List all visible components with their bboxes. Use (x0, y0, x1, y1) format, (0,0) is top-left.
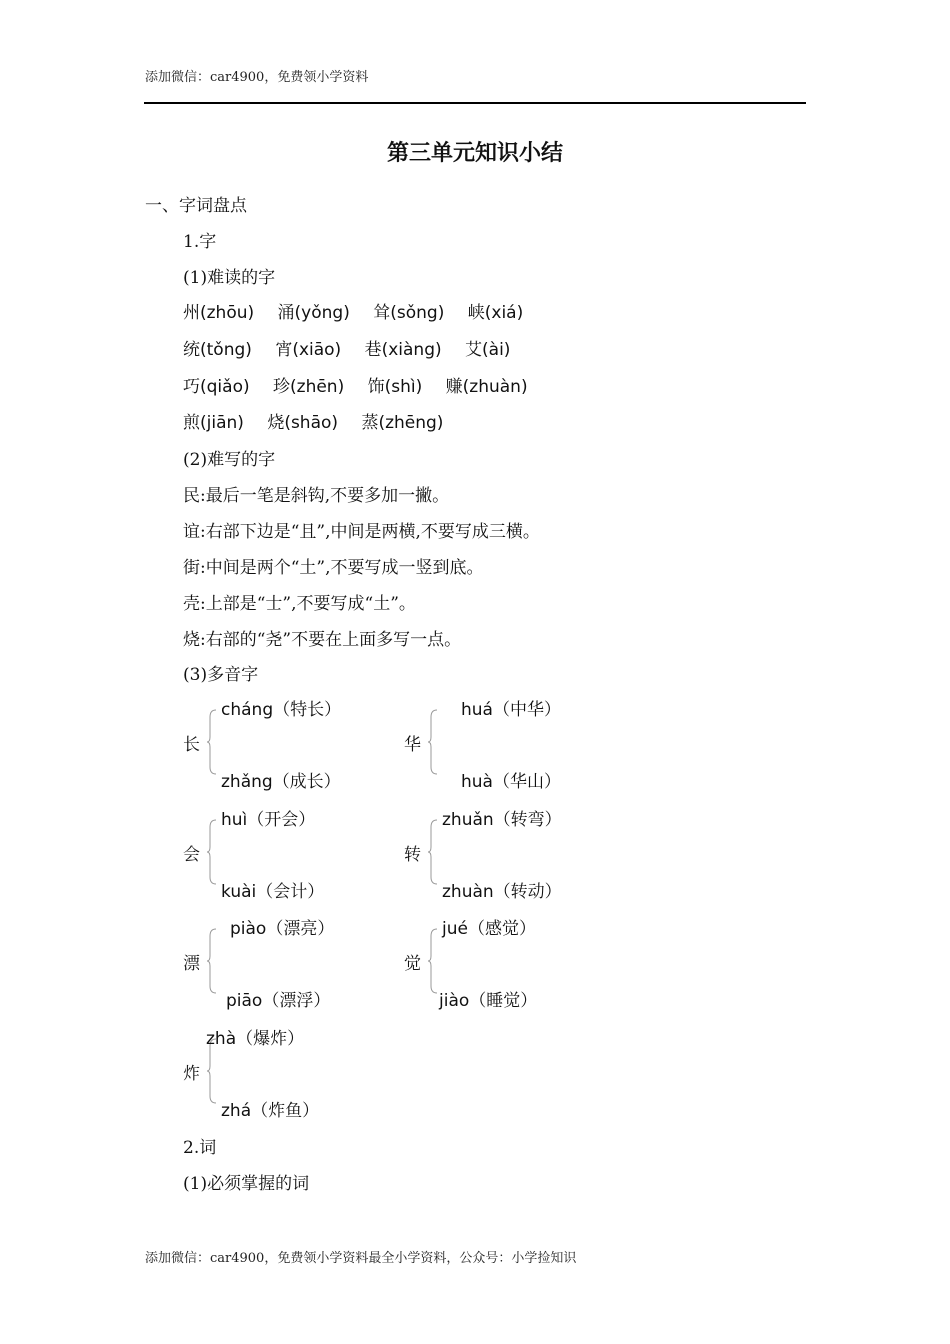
brace-icon (428, 928, 438, 994)
brace-icon (428, 709, 438, 775)
word-item: 煎(jiān) (183, 413, 244, 433)
reading-1: cháng（特长） (221, 700, 342, 720)
hard-write-item: 壳:上部是“士”,不要写成“土”。 (183, 594, 416, 614)
polyphone-group (404, 914, 624, 1011)
word-item: 珍(zhēn) (273, 377, 345, 397)
brace-icon (207, 819, 217, 885)
page-title: 第三单元知识小结 (386, 140, 563, 166)
hard-write-heading: (2)难写的字 (183, 450, 276, 470)
polyphone-group (183, 1024, 403, 1121)
word-item: 巷(xiàng) (364, 340, 442, 360)
reading-1: zhà（爆炸） (206, 1029, 305, 1049)
reading-1: jué（感觉） (442, 919, 536, 939)
polyphone-group (183, 914, 403, 1011)
word-item: 巧(qiǎo) (183, 377, 250, 397)
reading-2: piāo（漂浮） (226, 991, 331, 1011)
reading-1: zhuǎn（转弯） (442, 810, 562, 830)
word-item: 蒸(zhēng) (361, 413, 444, 433)
subsection-words: 2.词 (183, 1138, 217, 1158)
reading-2: zhuàn（转动） (442, 882, 562, 902)
reading-2: jiào（睡觉） (439, 991, 538, 1011)
polyphone-group (183, 805, 403, 902)
word-item: 饰(shì) (367, 377, 423, 397)
polyphone-group (404, 805, 624, 902)
hard-write-item: 民:最后一笔是斜钩,不要多加一撇。 (183, 486, 450, 506)
polyphone-heading: (3)多音字 (183, 665, 259, 685)
word-item: 烧(shāo) (267, 413, 339, 433)
word-item: 宵(xiāo) (275, 340, 342, 360)
polyphone-char: 转 (404, 845, 421, 865)
reading-1: huá（中华） (461, 700, 561, 720)
word-item: 涌(yǒng) (277, 303, 350, 323)
reading-1: piào（漂亮） (230, 919, 335, 939)
polyphone-char: 炸 (183, 1064, 200, 1084)
hard-read-row (183, 408, 461, 433)
header-divider (144, 102, 806, 104)
hard-read-row (183, 372, 546, 397)
polyphone-group (183, 695, 403, 792)
hard-write-item: 街:中间是两个“土”,不要写成一竖到底。 (183, 558, 484, 578)
must-master-heading: (1)必须掌握的词 (183, 1174, 310, 1194)
polyphone-group (404, 695, 624, 792)
hard-write-item: 烧:右部的“尧”不要在上面多写一点。 (183, 630, 462, 650)
brace-icon (428, 819, 438, 885)
polyphone-char: 华 (404, 735, 421, 755)
polyphone-char: 长 (183, 735, 200, 755)
polyphone-char: 觉 (404, 954, 421, 974)
word-item: 峡(xiá) (467, 303, 524, 323)
reading-1: huì（开会） (221, 810, 316, 830)
reading-2: kuài（会计） (221, 882, 325, 902)
polyphone-char: 漂 (183, 954, 200, 974)
page-header: 添加微信：car4900，免费领小学资料 (145, 70, 369, 85)
reading-2: huà（华山） (461, 772, 561, 792)
reading-2: zhá（炸鱼） (221, 1101, 320, 1121)
polyphone-char: 会 (183, 845, 200, 865)
reading-2: zhǎng（成长） (221, 772, 341, 792)
brace-icon (207, 928, 217, 994)
section-heading: 一、字词盘点 (145, 196, 247, 216)
hard-read-row (183, 335, 528, 360)
subsection-characters: 1.字 (183, 232, 217, 252)
word-item: 州(zhōu) (183, 303, 255, 323)
hard-read-heading: (1)难读的字 (183, 268, 276, 288)
word-item: 艾(ài) (465, 340, 511, 360)
word-item: 统(tǒng) (183, 340, 252, 360)
hard-read-row (183, 298, 541, 323)
word-item: 赚(zhuàn) (445, 377, 528, 397)
page-footer: 添加微信：car4900，免费领小学资料最全小学资料，公众号：小学捡知识 (145, 1251, 577, 1266)
brace-icon (207, 709, 217, 775)
word-item: 耸(sǒng) (373, 303, 445, 323)
hard-write-item: 谊:右部下边是“且”,中间是两横,不要写成三横。 (183, 522, 540, 542)
